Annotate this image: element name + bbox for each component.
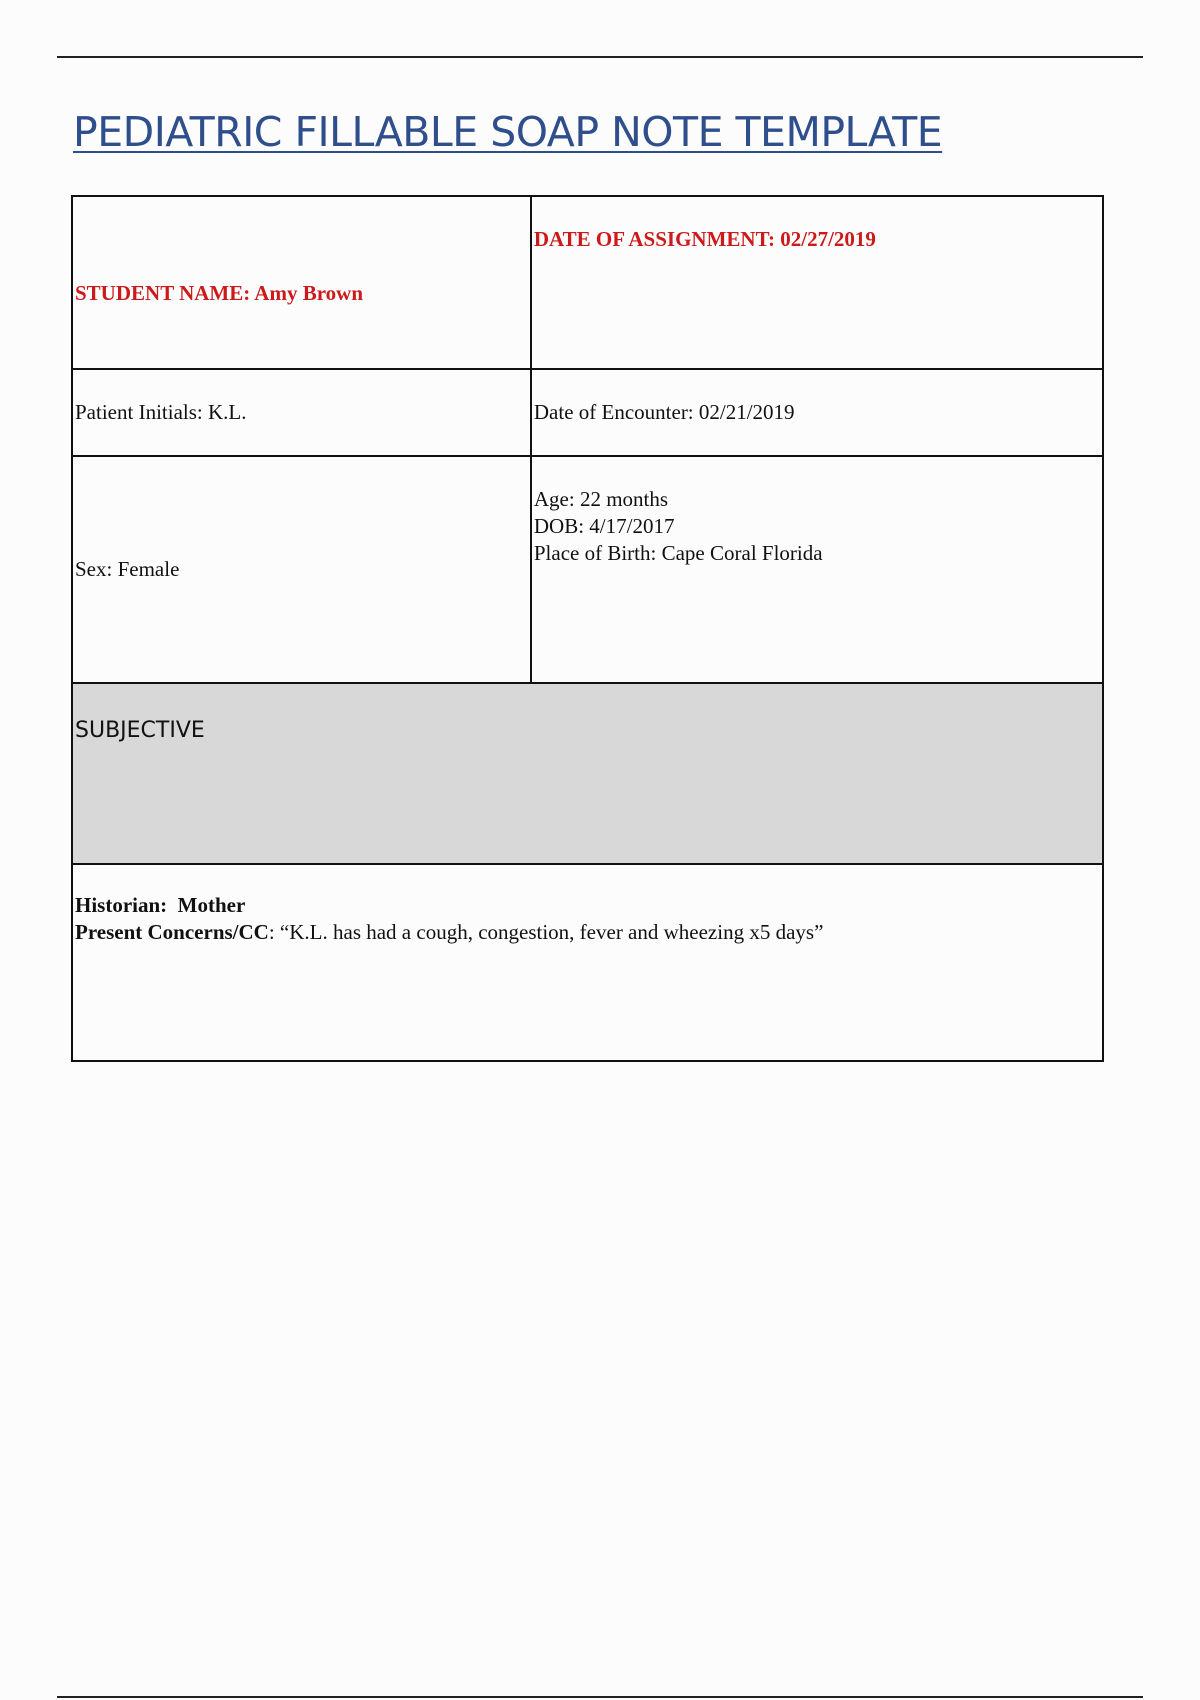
patient-initials-field: Patient Initials: K.L. (75, 400, 247, 424)
place-of-birth-field: Place of Birth: Cape Coral Florida (533, 541, 823, 565)
age-field: Age: 22 months (533, 487, 669, 511)
sex-cell[interactable] (72, 456, 531, 683)
subjective-section-header (72, 683, 1103, 864)
subjective-content-cell[interactable] (72, 864, 1103, 1061)
bottom-rule (57, 1696, 1143, 1698)
student-name-field: STUDENT NAME: Amy Brown (75, 281, 364, 305)
historian-line (75, 892, 1100, 919)
present-concerns-line (75, 919, 1100, 946)
table-row (72, 864, 1103, 1061)
table-row (72, 196, 1103, 369)
age-dob-birthplace-cell[interactable] (531, 456, 1103, 683)
patient-initials-cell[interactable] (72, 369, 531, 456)
historian-label: Historian: (75, 893, 168, 917)
document-title: PEDIATRIC FILLABLE SOAP NOTE TEMPLATE (73, 108, 943, 156)
top-rule (57, 56, 1143, 58)
date-of-encounter-cell[interactable] (531, 369, 1103, 456)
present-concerns-label: Present Concerns/CC (75, 920, 269, 944)
historian-value: Mother (177, 893, 246, 917)
table-row (72, 683, 1103, 864)
table-row (72, 369, 1103, 456)
sex-field: Sex: Female (75, 557, 180, 581)
subjective-heading: SUBJECTIVE (75, 718, 205, 743)
soap-note-table (71, 195, 1104, 1062)
date-of-assignment-field: DATE OF ASSIGNMENT: 02/27/2019 (533, 227, 876, 251)
student-name-cell[interactable] (72, 196, 531, 369)
date-of-assignment-cell[interactable] (531, 196, 1103, 369)
present-concerns-value: : “K.L. has had a cough, congestion, fever and wheezing x5 days” (268, 920, 824, 944)
table-row (72, 456, 1103, 683)
date-of-encounter-field: Date of Encounter: 02/21/2019 (533, 400, 795, 424)
dob-field: DOB: 4/17/2017 (533, 514, 675, 538)
